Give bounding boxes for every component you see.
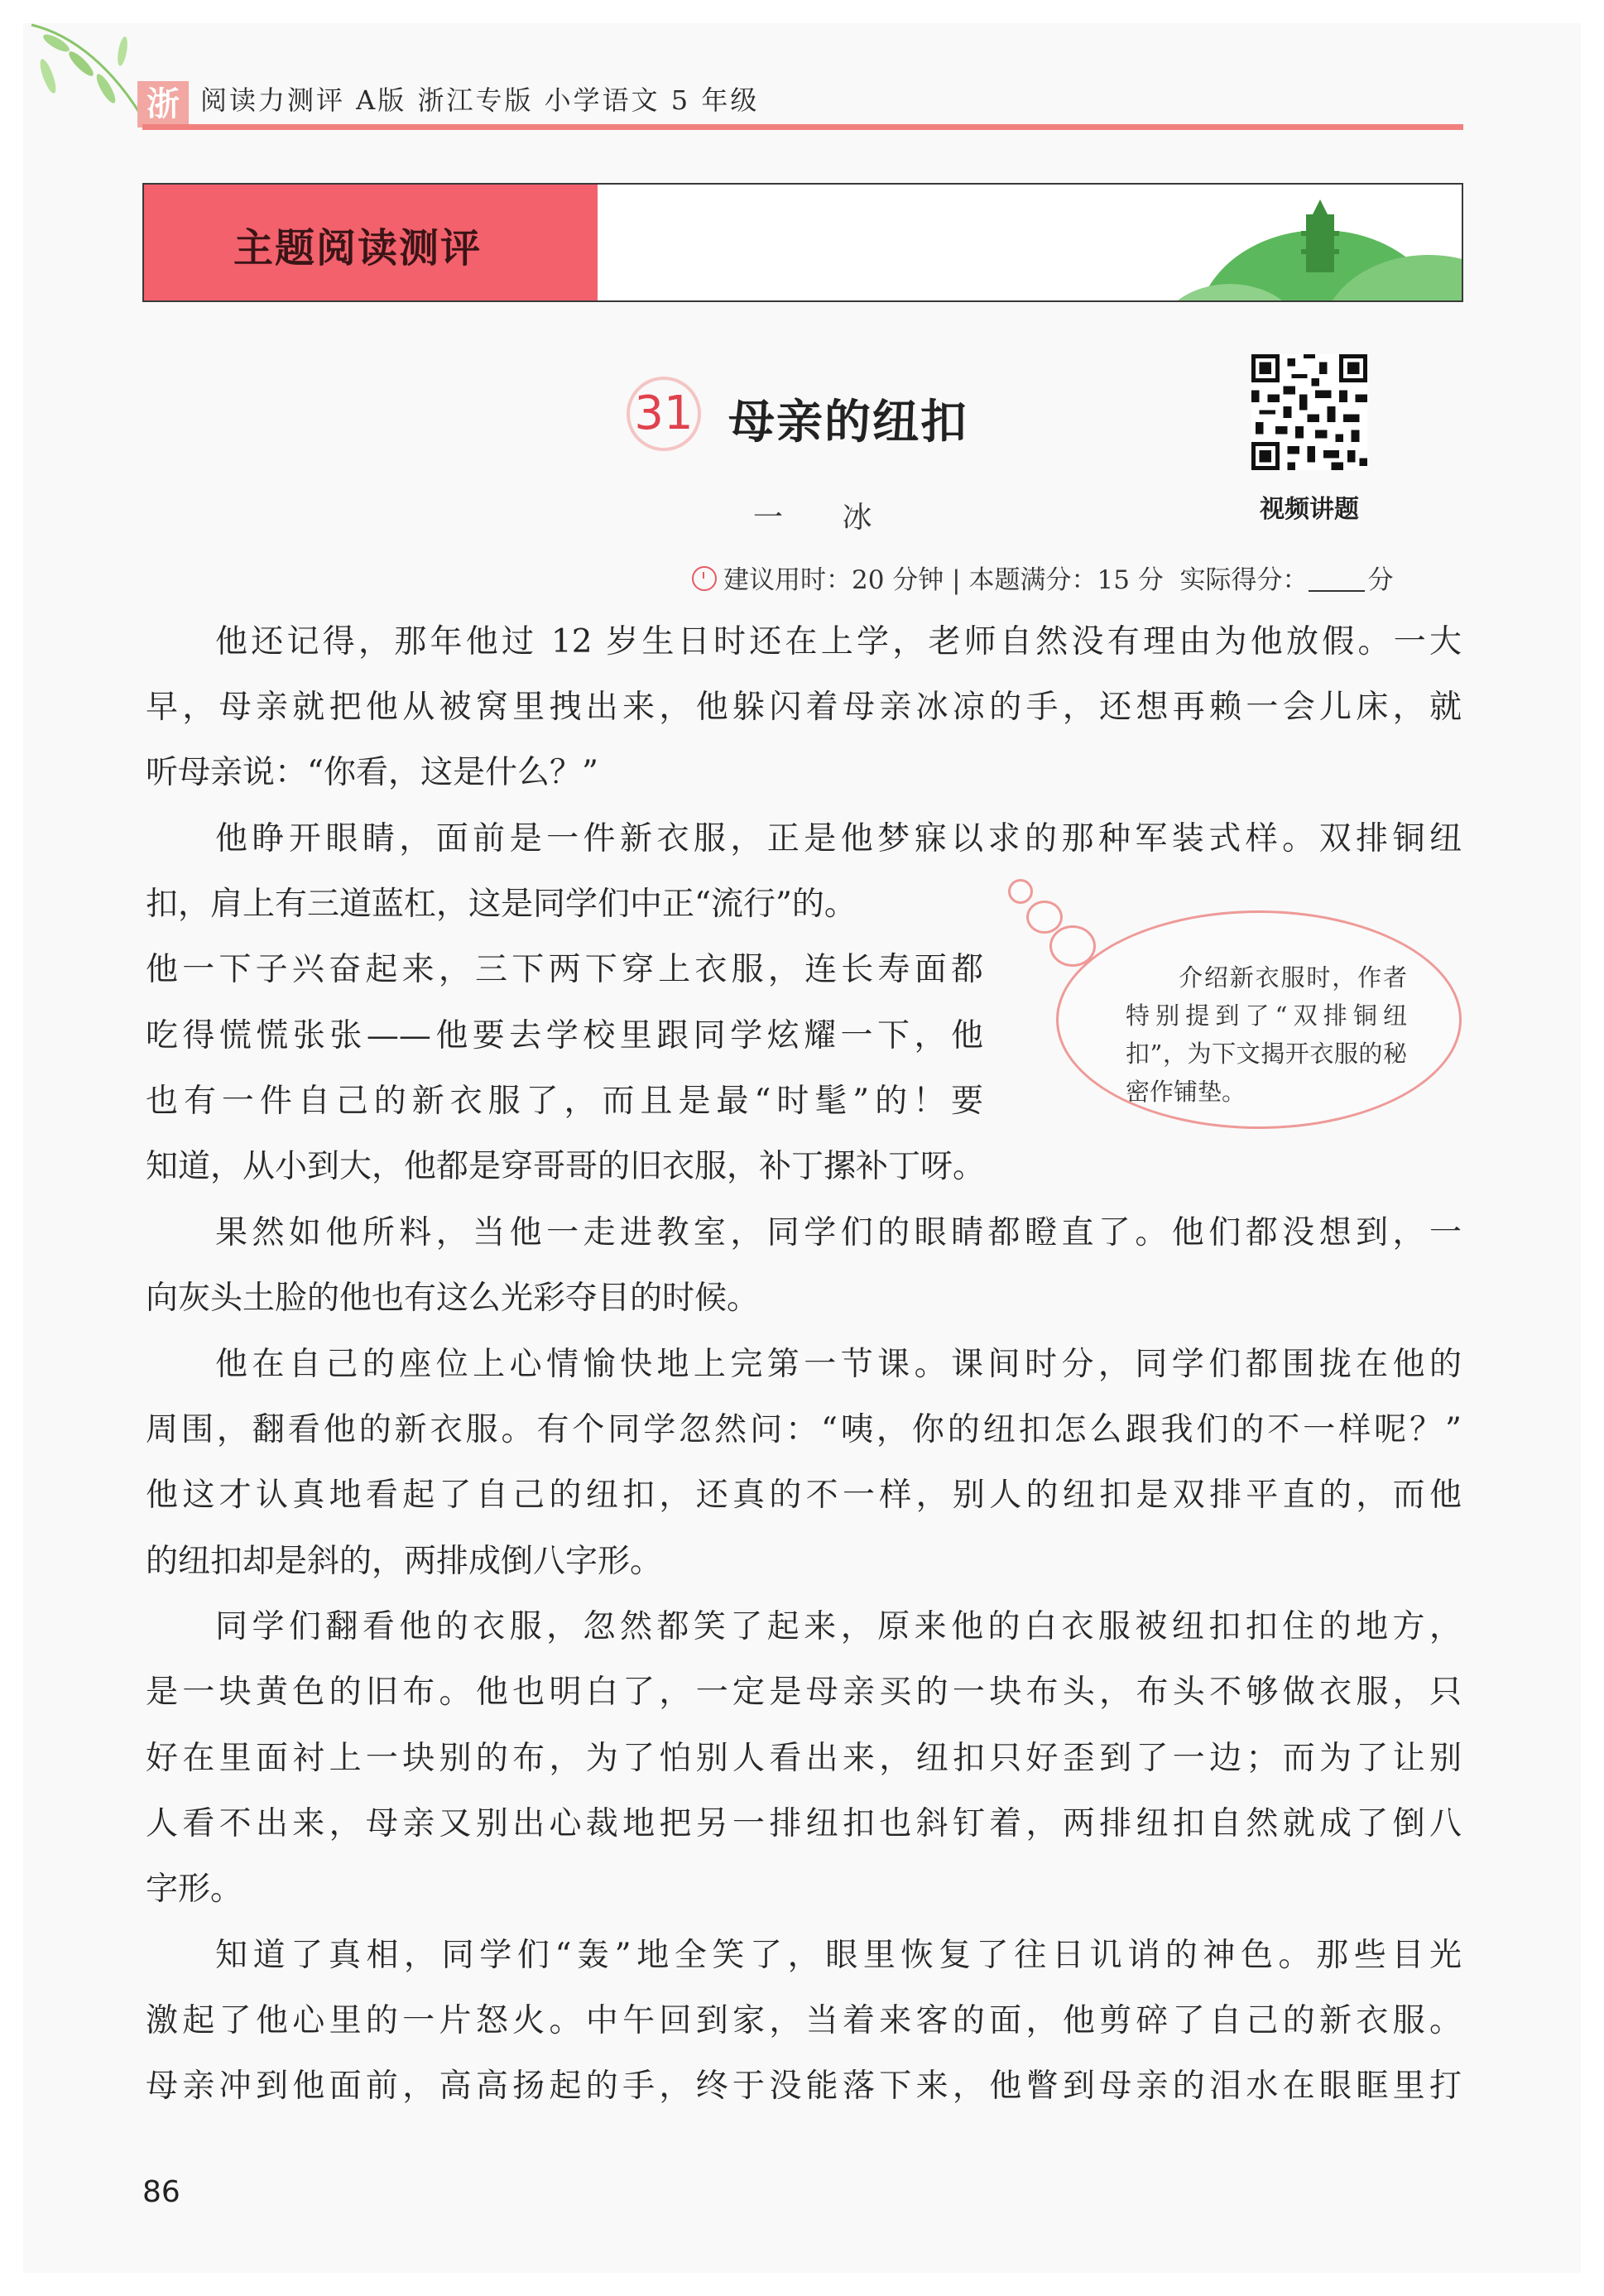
body-line: 人看不出来，母亲又别出心裁地把另一排纽扣也斜钉着，两排纽扣自然就成了倒八 [146,1805,1462,1842]
score-unit: 分 [1367,565,1394,595]
header-badge: 浙 [137,81,189,127]
section-banner [142,183,1463,302]
test-meta [692,559,1394,596]
body-line: 向灰头土脸的他也有这么光彩夺目的时候。 [146,1280,760,1317]
time-label: 建议用时：20 分钟 [723,565,944,595]
body-line: 吃得慌慌张张——他要去学校里跟同学炫耀一下，他 [146,1017,983,1054]
willow-leaf-decoration [23,18,156,134]
body-line: 他在自己的座位上心情愉快地上完第一节课。课间时分，同学们都围拢在他的 [215,1346,1462,1383]
body-line: 知道，从小到大，他都是穿哥哥的旧衣服，补丁摞补丁呀。 [146,1148,986,1185]
body-line: 他这才认真地看起了自己的纽扣，还真的不一样，别人的纽扣是双排平直的，而他 [146,1477,1462,1514]
actual-score-blank[interactable] [1309,569,1365,592]
body-line: 他还记得，那年他过 12 岁生日时还在上学，老师自然没有理由为他放假。一大 [215,623,1462,660]
body-line: 扣，肩上有三道蓝杠，这是同学们中正“流行”的。 [146,886,857,923]
page-number: 86 [142,2175,180,2209]
body-line: 是一块黄色的旧布。他也明白了，一定是母亲买的一块布头，布头不够做衣服，只 [146,1674,1462,1711]
article-number: 31 [627,377,701,451]
meta-separator: | [952,565,961,595]
body-line: 他睁开眼睛，面前是一件新衣服，正是他梦寐以求的那种军装式样。双排铜纽 [215,820,1462,857]
article-title: 母亲的纽扣 [728,396,968,449]
body-line: 同学们翻看他的衣服，忽然都笑了起来，原来他的白衣服被纽扣扣住的地方， [215,1608,1462,1645]
header-divider [142,124,1463,130]
body-line: 他一下子兴奋起来，三下两下穿上衣服，连长寿面都 [146,951,983,988]
score-label: 本题满分：15 分 [968,565,1164,595]
book-title: 阅读力测评 A版 浙江专版 小学语文 5 年级 [200,84,760,116]
body-line: 母亲冲到他面前，高高扬起的手，终于没能落下来，他瞥到母亲的泪水在眼眶里打 [146,2068,1462,2105]
banner-title: 主题阅读测评 [233,225,483,271]
actual-score-label: 实际得分： [1179,565,1309,595]
body-line: 激起了他心里的一片怒火。中午回到家，当着来客的面，他剪碎了自己的新衣服。 [146,2002,1462,2039]
body-line: 知道了真相，同学们“轰”地全笑了，眼里恢复了往日讥诮的神色。那些目光 [215,1937,1462,1974]
annotation-text: 介绍新衣服时，作者特别提到了“双排铜纽扣”，为下文揭开衣服的秘密作铺垫。 [1126,963,1407,1106]
pagoda-hill-icon [1114,185,1462,300]
clock-icon [692,566,717,591]
body-line: 好在里面衬上一块别的布，为了怕别人看出来，纽扣只好歪到了一边；而为了让别 [146,1740,1462,1777]
body-line: 的纽扣却是斜的，两排成倒八字形。 [146,1543,663,1580]
thought-dot-medium [1026,901,1063,934]
qr-label: 视频讲题 [1260,495,1359,524]
thought-dot-small [1008,879,1033,904]
body-line: 听母亲说：“你看，这是什么？” [146,754,598,791]
body-line: 果然如他所料，当他一走进教室，同学们的眼睛都瞪直了。他们都没想到，一 [215,1214,1462,1251]
article-author: 一 冰 [753,501,897,535]
body-line: 也有一件自己的新衣服了，而且是最“时髦”的！要 [146,1083,983,1120]
body-line: 早，母亲就把他从被窝里拽出来，他躲闪着母亲冰凉的手，还想再赖一会儿床，就 [146,689,1462,726]
qr-code-icon[interactable] [1251,354,1367,470]
body-line: 周围，翻看他的新衣服。有个同学忽然问：“咦，你的纽扣怎么跟我们的不一样呢？” [146,1411,1462,1448]
body-line: 字形。 [146,1871,243,1908]
